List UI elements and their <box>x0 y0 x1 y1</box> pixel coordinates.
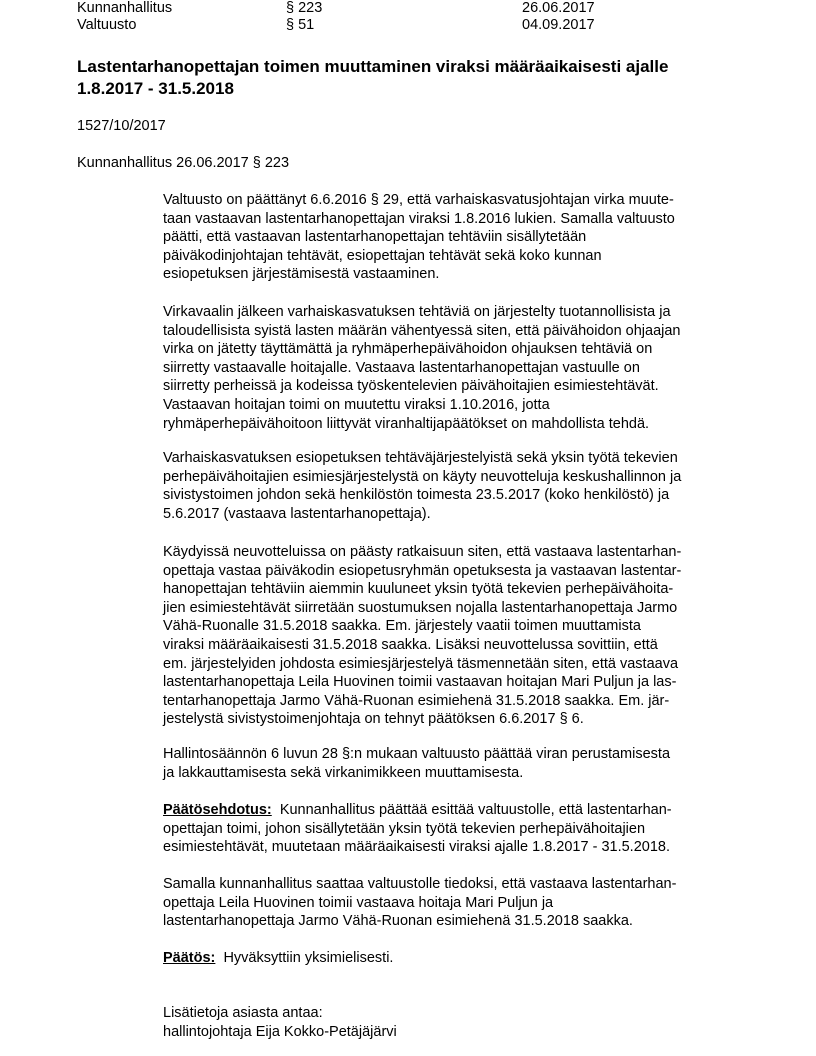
paragraph-negotiations <box>163 449 763 523</box>
proposal-label: Päätösehdotus: <box>163 802 272 818</box>
text-line: virka on jätetty täyttämättä ja ryhmäperhepäivähoidon ohjauksen tehtäviä on <box>163 341 653 358</box>
text-line: Samalla kunnanhallitus saattaa valtuustolle tiedoksi, että vastaava lastentarhan- <box>163 876 677 892</box>
decision-proposal <box>163 801 763 857</box>
contact-heading: Lisätietoja asiasta antaa: <box>163 1005 323 1021</box>
text-line: päiväkodinjohtajan tehtävät, esiopettajan tehtävät sekä koko kunnan <box>163 247 602 264</box>
text-line: esiopetuksen järjestämisestä vastaaminen. <box>163 266 440 283</box>
text-line: jien esimiestehtävät siirretään suostumuksen nojalla lastentarhanopettaja Jarmo <box>163 599 678 616</box>
header-section: § 51 <box>286 17 315 33</box>
paragraph-reorganization <box>163 303 763 433</box>
text-line: hanopettajan tehtäviin aiemmin kuuluneet yksin työtä tekevien perhepäivähoita- <box>163 581 674 598</box>
reference-number: 1527/10/2017 <box>77 118 166 134</box>
paragraph-background <box>163 191 763 284</box>
text-line: taloudellisista syistä lasten määrän vähentyessä siten, että päivähoidon ohjaajan <box>163 322 681 339</box>
text-line: siirretty vastaavalle hoitajalle. Vastaava lastentarhanopettajan vastuulle on <box>163 359 640 376</box>
text-line: 5.6.2017 (vastaava lastentarhanopettaja). <box>163 505 431 522</box>
proposal-text: Kunnanhallitus päättää esittää valtuustolle, että lastentarhan- <box>271 802 672 818</box>
header-date: 04.09.2017 <box>522 17 595 33</box>
contact-person: hallintojohtaja Eija Kokko-Petäjäjärvi <box>163 1023 397 1040</box>
text-line: lastentarhanopettaja Jarmo Vähä-Ruonan esimiehenä 31.5.2018 saakka. <box>163 913 633 930</box>
text-line: ryhmäperhepäivähoitoon liittyvät viranhaltijapäätökset on mahdollista tehdä. <box>163 415 650 432</box>
text-line: ja lakkauttamisesta sekä virkanimikkeen muuttamisesta. <box>163 764 524 781</box>
contact-info <box>163 1004 763 1041</box>
text-line: Virkavaalin jälkeen varhaiskasvatuksen tehtäviä on järjestelty tuotannollisista ja <box>163 304 671 320</box>
proposal-first-line <box>163 801 763 820</box>
text-line: siirretty perheissä ja kodeissa työskentelevien päivähoitajien esimiestehtävät. <box>163 378 659 395</box>
meeting-line: Kunnanhallitus 26.06.2017 § 223 <box>77 155 290 171</box>
header-section: § 223 <box>286 0 323 16</box>
text-line: sivistystoimen johdon sekä henkilöstön toimesta 23.5.2017 (koko henkilöstö) ja <box>163 487 670 504</box>
header-row-valtuusto <box>77 17 777 34</box>
text-line: em. järjestelyiden johdosta esimiesjärjestelyä täsmennetään siten, että vastaava <box>163 655 679 672</box>
header-row-kunnanhallitus <box>77 0 777 17</box>
text-line: Valtuusto on päättänyt 6.6.2016 § 29, että varhaiskasvatusjohtajan virka muute- <box>163 192 674 208</box>
paragraph-regulation <box>163 745 763 782</box>
decision <box>163 949 763 968</box>
text-line: tentarhanopettaja Jarmo Vähä-Ruonan esimiehenä 31.5.2018 saakka. Em. jär- <box>163 692 670 709</box>
text-line: Vähä-Ruonalle 31.5.2018 saakka. Em. järjestely vaatii toimen muuttamista <box>163 618 641 635</box>
text-line: taan vastaavan lastentarhanopettajan viraksi 1.8.2016 lukien. Samalla valtuusto <box>163 210 675 227</box>
notice-paragraph <box>163 875 763 931</box>
text-line: perhepäivähoitajien esimiesjärjestelystä on käyty neuvotteluja keskushallinnon ja <box>163 468 682 485</box>
text-line: Varhaiskasvatuksen esiopetuksen tehtäväjärjestelyistä sekä yksin työtä tekevien <box>163 450 678 466</box>
header-date: 26.06.2017 <box>522 0 595 16</box>
decision-line <box>163 949 763 968</box>
decision-label: Päätös: <box>163 950 216 966</box>
text-line: päätti, että vastaavan lastentarhanopettajan tehtäviin sisällytetään <box>163 229 587 246</box>
text-line: Vastaavan hoitajan toimi on muutettu viraksi 1.10.2016, jotta <box>163 396 550 413</box>
text-line: Käydyissä neuvotteluissa on päästy ratkaisuun siten, että vastaava lastentarhan- <box>163 544 682 560</box>
header-body: Valtuusto <box>77 17 137 33</box>
decision-text: Hyväksyttiin yksimielisesti. <box>215 950 394 966</box>
title-line: 1.8.2017 - 31.5.2018 <box>77 79 234 98</box>
text-line: esimiestehtävät, muutetaan määräaikaisesti viraksi ajalle 1.8.2017 - 31.5.2018. <box>163 839 670 856</box>
text-line: jestelystä sivistystoimenjohtaja on tehnyt päätöksen 6.6.2017 § 6. <box>163 711 584 728</box>
text-line: Hallintosäännön 6 luvun 28 §:n mukaan valtuusto päättää viran perustamisesta <box>163 746 671 762</box>
document-title <box>77 56 777 100</box>
header-body: Kunnanhallitus <box>77 0 173 16</box>
text-line: opettaja vastaa päiväkodin esiopetusryhmän opetuksesta ja vastaavan lastentar- <box>163 562 682 579</box>
title-line: Lastentarhanopettajan toimen muuttaminen viraksi määräaikaisesti ajalle <box>77 57 669 76</box>
text-line: opettaja Leila Huovinen toimii vastaava hoitaja Mari Puljun ja <box>163 894 554 911</box>
text-line: opettajan toimi, johon sisällytetään yksin työtä tekevien perhepäivähoitajien <box>163 820 646 837</box>
paragraph-solution <box>163 543 763 729</box>
text-line: viraksi määräaikaisesti 31.5.2018 saakka. Lisäksi neuvottelussa sovittiin, että <box>163 636 658 653</box>
text-line: lastentarhanopettaja Leila Huovinen toimii vastaavan hoitajan Mari Puljun ja las- <box>163 674 677 691</box>
